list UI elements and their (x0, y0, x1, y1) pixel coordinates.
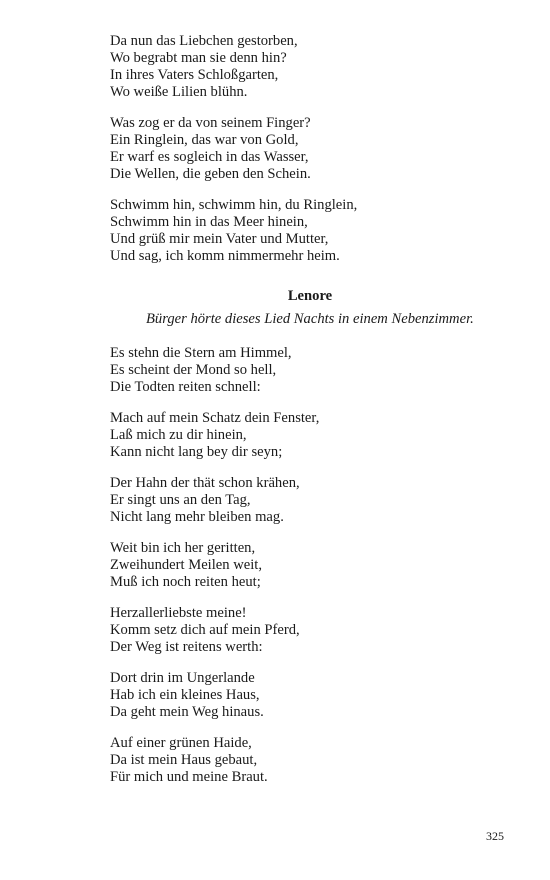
poem-epigraph: Bürger hörte dieses Lied Nachts in einem Nebenzimmer. (146, 311, 474, 327)
verse-line: Er warf es sogleich in das Wasser, (110, 149, 309, 165)
verse-line: Nicht lang mehr bleiben mag. (110, 509, 284, 525)
stanza (110, 670, 510, 721)
page-content (110, 33, 510, 800)
verse-line: Wo begrabt man sie denn hin? (110, 50, 287, 66)
verse-line: Mach auf mein Schatz dein Fenster, (110, 410, 320, 426)
poem-continuation (110, 33, 510, 265)
verse-line: Herzallerliebste meine! (110, 605, 247, 621)
verse-line: Weit bin ich her geritten, (110, 540, 256, 556)
verse-line: Zweihundert Meilen weit, (110, 557, 262, 573)
verse-line: Der Weg ist reitens werth: (110, 639, 263, 655)
verse-line: Schwimm hin in das Meer hinein, (110, 214, 308, 230)
verse-line: Wo weiße Lilien blühn. (110, 84, 248, 100)
stanza (110, 345, 510, 396)
stanza (110, 605, 510, 656)
page-number: 325 (486, 829, 504, 843)
stanza (110, 410, 510, 461)
stanza (110, 735, 510, 786)
verse-line: Es stehn die Stern am Himmel, (110, 345, 292, 361)
poem-body (110, 345, 510, 786)
verse-line: Dort drin im Ungerlande (110, 670, 255, 686)
verse-line: Muß ich noch reiten heut; (110, 574, 261, 590)
stanza (110, 33, 510, 101)
verse-line: Laß mich zu dir hinein, (110, 427, 247, 443)
verse-line: Und grüß mir mein Vater und Mutter, (110, 231, 329, 247)
verse-line: Da nun das Liebchen gestorben, (110, 33, 298, 49)
stanza (110, 540, 510, 591)
verse-line: In ihres Vaters Schloßgarten, (110, 67, 279, 83)
poem-title: Lenore (287, 288, 333, 304)
verse-line: Da geht mein Weg hinaus. (110, 704, 264, 720)
verse-line: Was zog er da von seinem Finger? (110, 115, 311, 131)
verse-line: Für mich und meine Braut. (110, 769, 268, 785)
verse-line: Auf einer grünen Haide, (110, 735, 252, 751)
verse-line: Die Todten reiten schnell: (110, 379, 261, 395)
verse-line: Komm setz dich auf mein Pferd, (110, 622, 300, 638)
verse-line: Es scheint der Mond so hell, (110, 362, 277, 378)
stanza (110, 197, 510, 265)
verse-line: Der Hahn der thät schon krähen, (110, 475, 300, 491)
stanza (110, 475, 510, 526)
verse-line: Da ist mein Haus gebaut, (110, 752, 258, 768)
verse-line: Er singt uns an den Tag, (110, 492, 251, 508)
verse-line: Und sag, ich komm nimmermehr heim. (110, 248, 340, 264)
verse-line: Ein Ringlein, das war von Gold, (110, 132, 299, 148)
verse-line: Hab ich ein kleines Haus, (110, 687, 260, 703)
verse-line: Schwimm hin, schwimm hin, du Ringlein, (110, 197, 358, 213)
stanza (110, 115, 510, 183)
verse-line: Die Wellen, die geben den Schein. (110, 166, 311, 182)
verse-line: Kann nicht lang bey dir seyn; (110, 444, 283, 460)
